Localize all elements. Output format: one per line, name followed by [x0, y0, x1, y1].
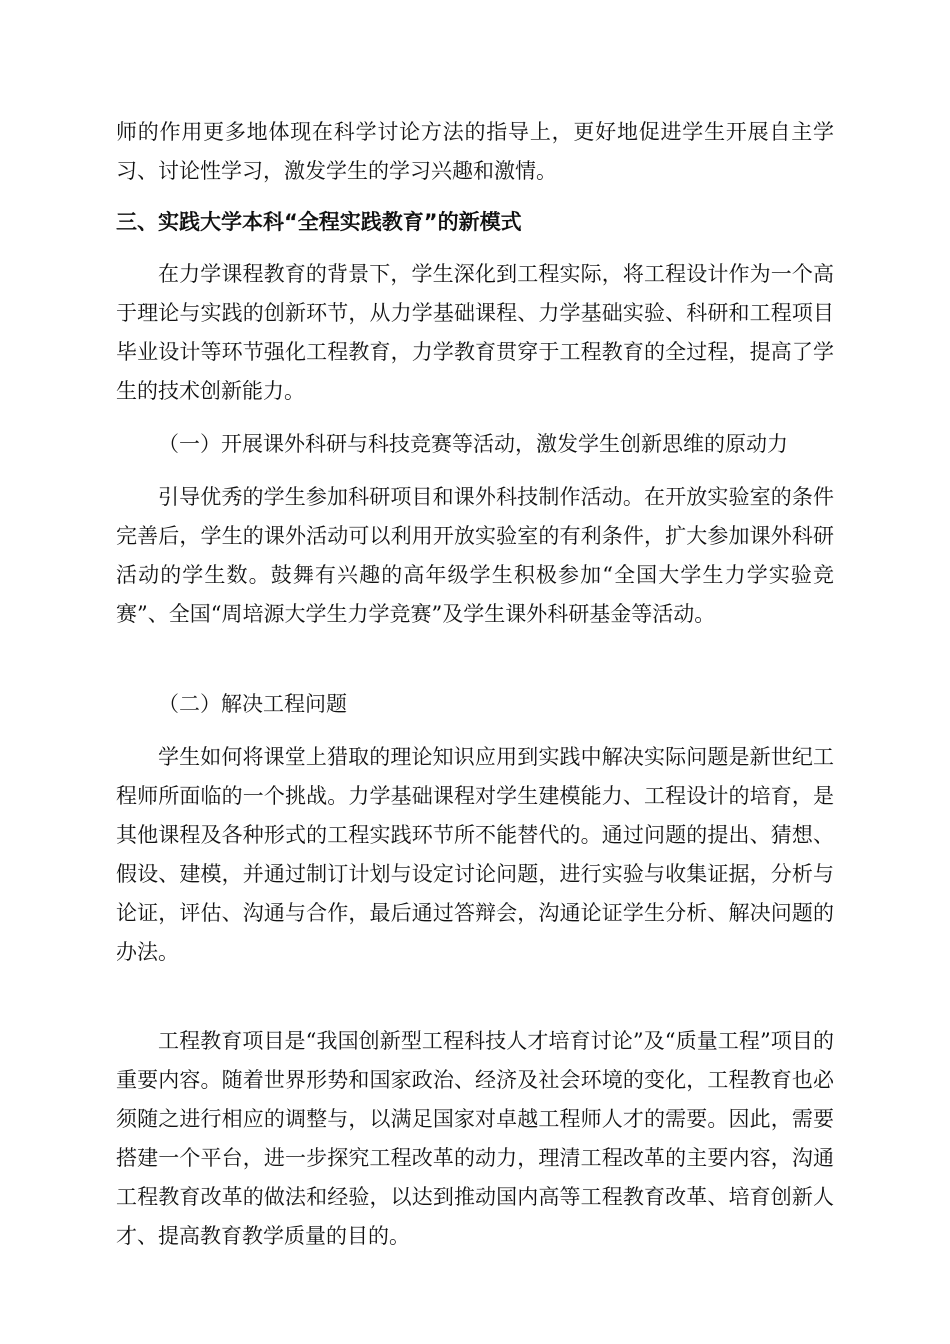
paragraph-subheading-1: 引导优秀的学生参加科研项目和课外科技制作活动。在开放实验室的条件完善后，学生的课外活动可以利用开放实验室的有利条件，扩大参加课外科研活动的学生数。鼓舞有兴趣的高年级学生积极参加“全国大学生力学实验竞赛”、全国“周培源大学生力学竞赛”及学生课外科研基金等活动。 — [116, 485, 834, 626]
paragraph-intro-continuation: 师的作用更多地体现在科学讨论方法的指导上，更好地促进学生开展自主学习、讨论性学习，激发学生的学习兴趣和激情。 — [116, 120, 834, 183]
subheading-2: （二）解决工程问题 — [158, 692, 347, 716]
paragraph-subheading-2-a: 学生如何将课堂上猎取的理论知识应用到实践中解决实际问题是新世纪工程师所面临的一个挑战。力学基础课程对学生建模能力、工程设计的培育，是其他课程及各种形式的工程实践环节所不能替代的。通过问题的提出、猜想、假设、建模，并通过制订计划与设定讨论问题，进行实验与收集证据，分析与论证，评估、沟通与合作，最后通过答辩会，沟通论证学生分析、解决问题的办法。 — [116, 745, 834, 964]
paragraph-subheading-2-b: 工程教育项目是“我国创新型工程科技人才培育讨论”及“质量工程”项目的重要内容。随着世界形势和国家政治、经济及社会环境的变化，工程教育也必须随之进行相应的调整与，以满足国家对卓越工程师人才的需要。因此，需要搭建一个平台，进一步探究工程改革的动力，理清工程改革的主要内容，沟通工程教育改革的做法和经验，以达到推动国内高等工程教育改革、培育创新人才、提高教育教学质量的目的。 — [116, 1029, 834, 1248]
subheading-1: （一）开展课外科研与科技竞赛等活动，激发学生创新思维的原动力 — [158, 432, 788, 456]
paragraph-section-3: 在力学课程教育的背景下，学生深化到工程实际，将工程设计作为一个高于理论与实践的创新环节，从力学基础课程、力学基础实验、科研和工程项目毕业设计等环节强化工程教育，力学教育贯穿于工程教育的全过程，提高了学生的技术创新能力。 — [116, 262, 834, 403]
section-heading-3: 三、实践大学本科“全程实践教育”的新模式 — [116, 210, 522, 234]
